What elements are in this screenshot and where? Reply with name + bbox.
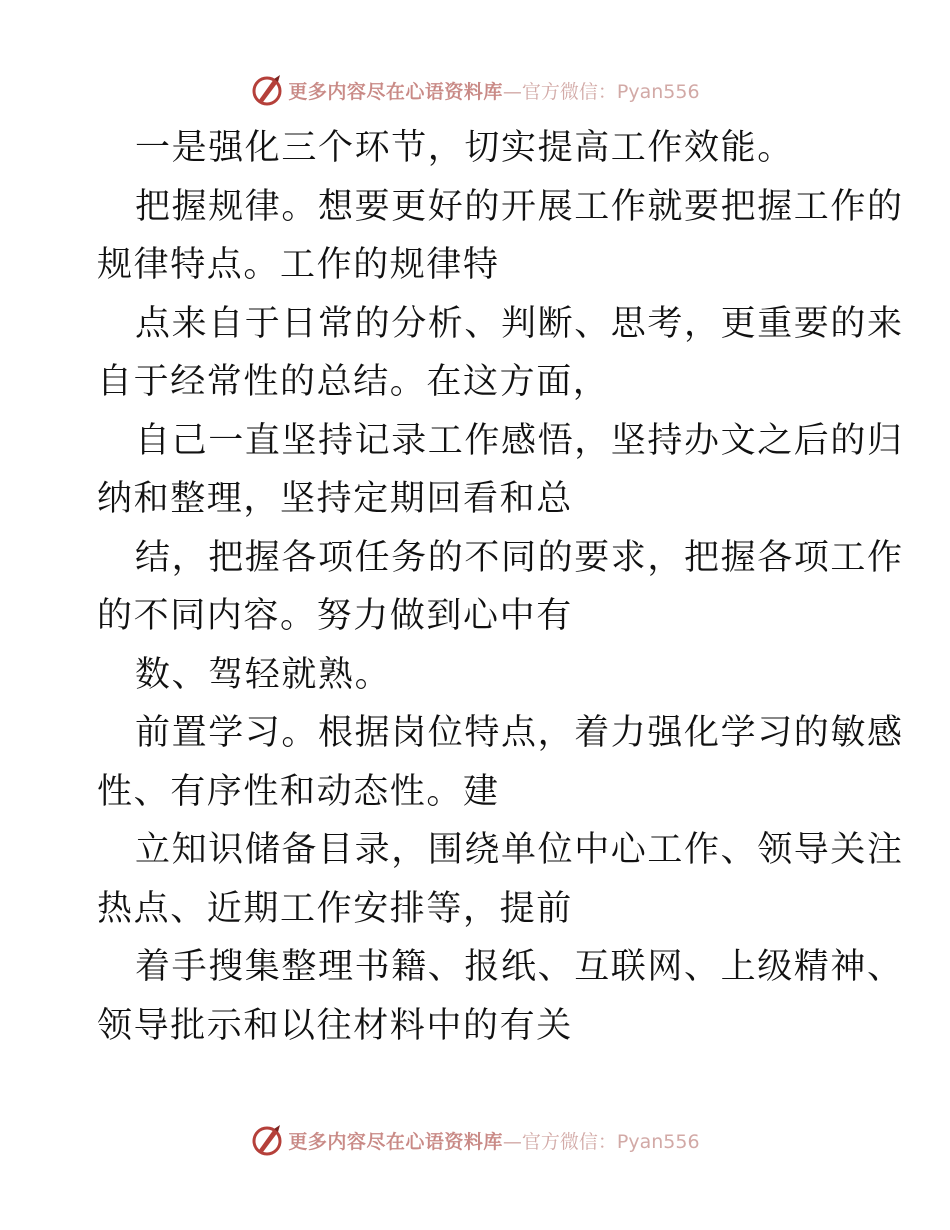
document-line: 的不同内容。努力做到心中有 [97,596,573,636]
document-line: 结，把握各项任务的不同的要求，把握各项工作 [135,537,904,578]
document-line: 自己一直坚持记录工作感悟，坚持办文之后的归 [135,420,904,461]
watermark-wechat-text: —官方微信：Pyan556 [502,80,700,103]
document-line: 数、驾轻就熟。 [135,654,392,695]
document-line: 自于经常性的总结。在这方面， [97,362,610,402]
document-line: 纳和整理，坚持定期回看和总 [97,479,573,519]
document-line: 性、有序性和动态性。建 [97,771,500,812]
document-line: 领导批示和以往材料中的有关 [97,1005,573,1046]
watermark-brand-text: 更多内容尽在心语资料库 [288,80,503,103]
header-watermark [0,70,950,110]
document-line: 把握规律。想要更好的开展工作就要把握工作的 [135,186,904,227]
footer-watermark [0,1120,950,1160]
document-line: 着手搜集整理书籍、报纸、互联网、上级精神、 [135,947,904,987]
document-line: 立知识储备目录，围绕单位中心工作、领导关注 [135,830,904,870]
document-line: 热点、近期工作安排等，提前 [97,888,573,929]
document-line: 规律特点。工作的规律特 [97,245,500,285]
document-line: 一是强化三个环节，切实提高工作效能。 [135,128,794,168]
quill-pen-logo-icon [250,73,284,107]
document-line: 点来自于日常的分析、判断、思考，更重要的来 [135,303,904,344]
document-line: 前置学习。根据岗位特点，着力强化学习的敏感 [135,713,904,753]
watermark-wechat-text: —官方微信：Pyan556 [502,1130,700,1153]
quill-pen-logo-icon [250,1123,284,1157]
watermark-brand-text: 更多内容尽在心语资料库 [288,1130,503,1153]
document-body [97,119,904,1055]
